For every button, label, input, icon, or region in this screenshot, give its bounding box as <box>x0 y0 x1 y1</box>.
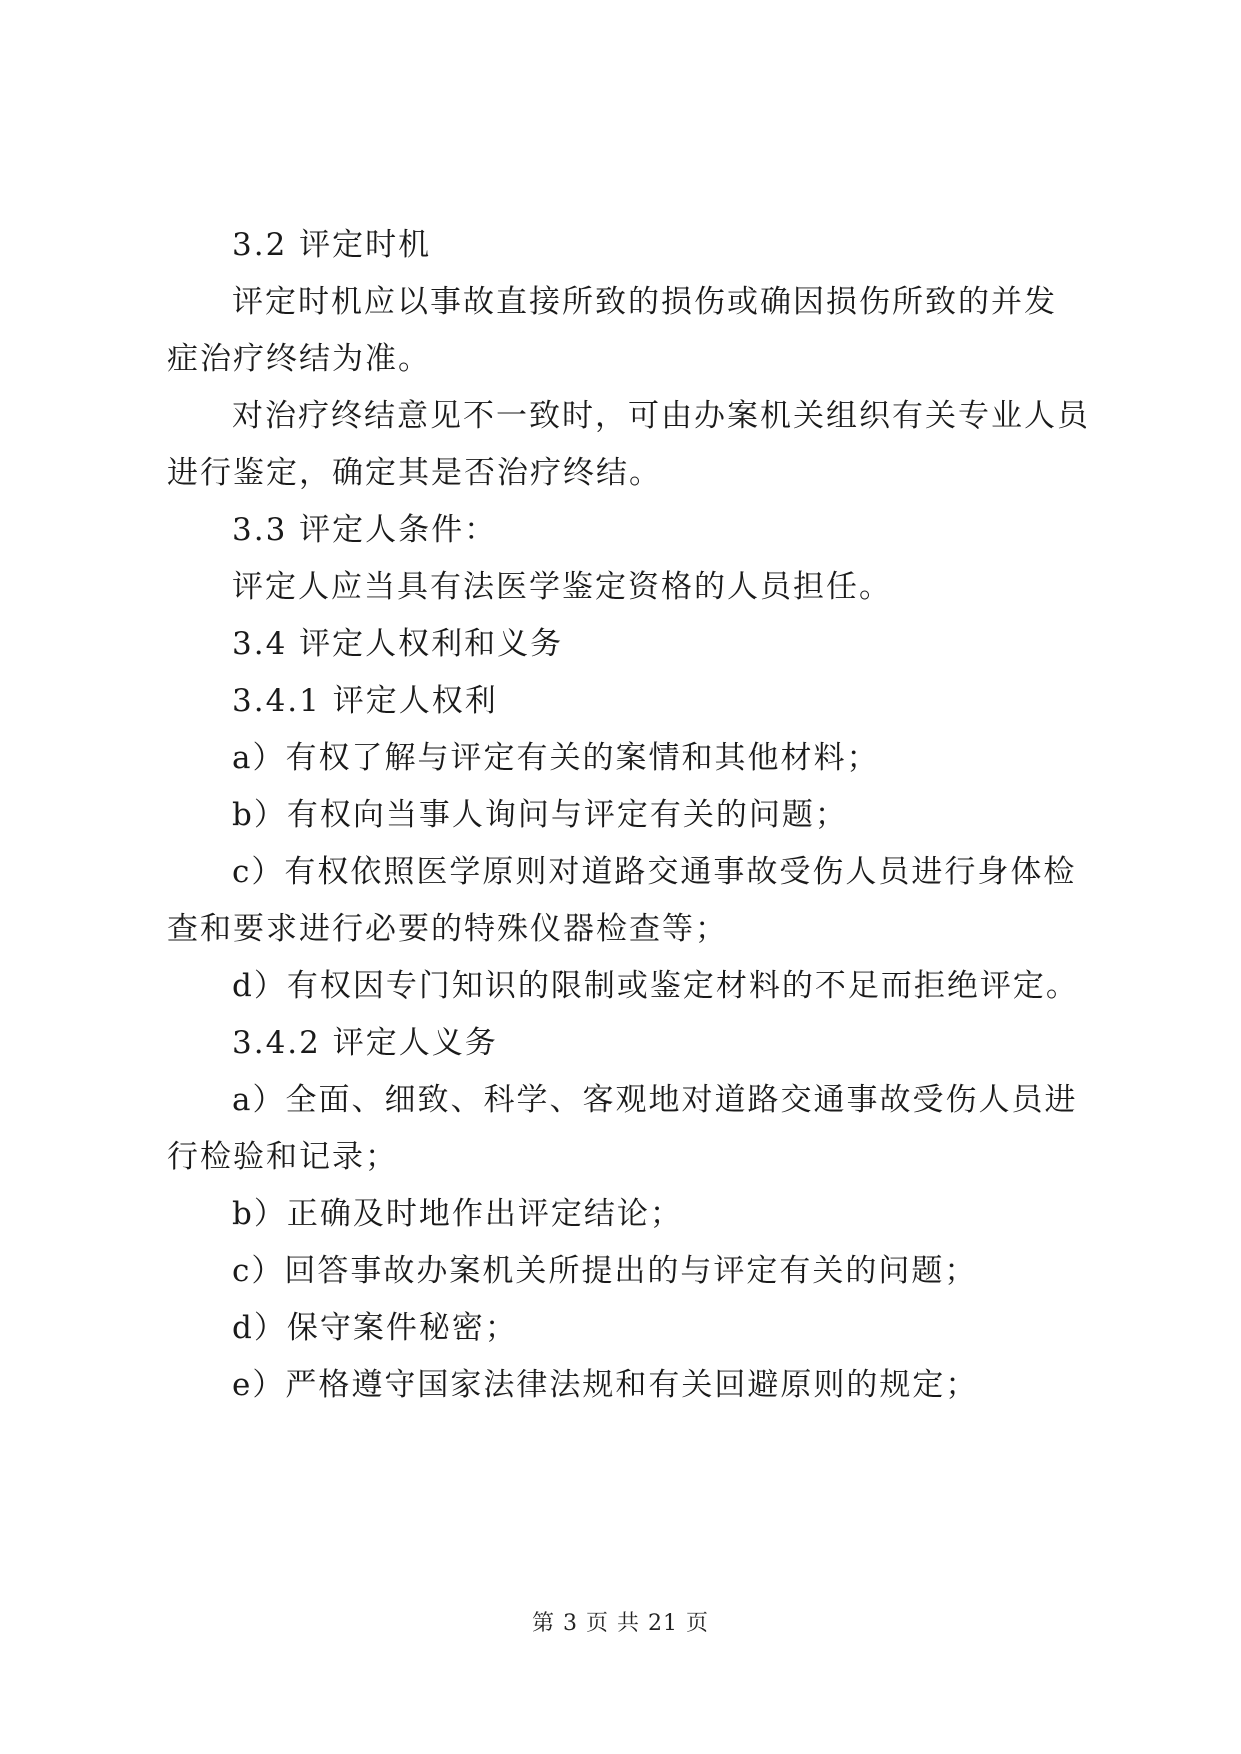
paragraph-line: 对治疗终结意见不一致时，可由办案机关组织有关专业人员 <box>232 398 1090 434</box>
list-item-continuation: 查和要求进行必要的特殊仪器检查等； <box>167 911 728 947</box>
section-heading-3-4: 3.4 评定人权利和义务 <box>232 626 564 662</box>
section-heading-3-4-2: 3.4.2 评定人义务 <box>232 1025 498 1061</box>
list-item: c）回答事故办案机关所提出的与评定有关的问题； <box>232 1253 978 1289</box>
list-item: d）有权因专门知识的限制或鉴定材料的不足而拒绝评定。 <box>232 968 1079 1004</box>
list-item: b）正确及时地作出评定结论； <box>232 1196 683 1232</box>
list-item: a）全面、细致、科学、客观地对道路交通事故受伤人员进 <box>232 1082 1078 1118</box>
section-heading-3-3: 3.3 评定人条件： <box>232 512 498 548</box>
list-item: d）保守案件秘密； <box>232 1310 518 1346</box>
page-footer: 第 3 页 共 21 页 <box>532 1611 709 1636</box>
list-item: a）有权了解与评定有关的案情和其他材料； <box>232 740 880 776</box>
paragraph-line: 进行鉴定，确定其是否治疗终结。 <box>167 455 662 491</box>
paragraph-line: 评定人应当具有法医学鉴定资格的人员担任。 <box>232 569 892 605</box>
paragraph-line: 评定时机应以事故直接所致的损伤或确因损伤所致的并发 <box>232 284 1057 320</box>
section-heading-3-2: 3.2 评定时机 <box>232 227 432 263</box>
section-heading-3-4-1: 3.4.1 评定人权利 <box>232 683 498 719</box>
list-item-continuation: 行检验和记录； <box>167 1139 398 1175</box>
list-item: c）有权依照医学原则对道路交通事故受伤人员进行身体检 <box>232 854 1077 890</box>
list-item: b）有权向当事人询问与评定有关的问题； <box>232 797 848 833</box>
paragraph-line: 症治疗终结为准。 <box>167 341 431 377</box>
list-item: e）严格遵守国家法律法规和有关回避原则的规定； <box>232 1367 979 1403</box>
